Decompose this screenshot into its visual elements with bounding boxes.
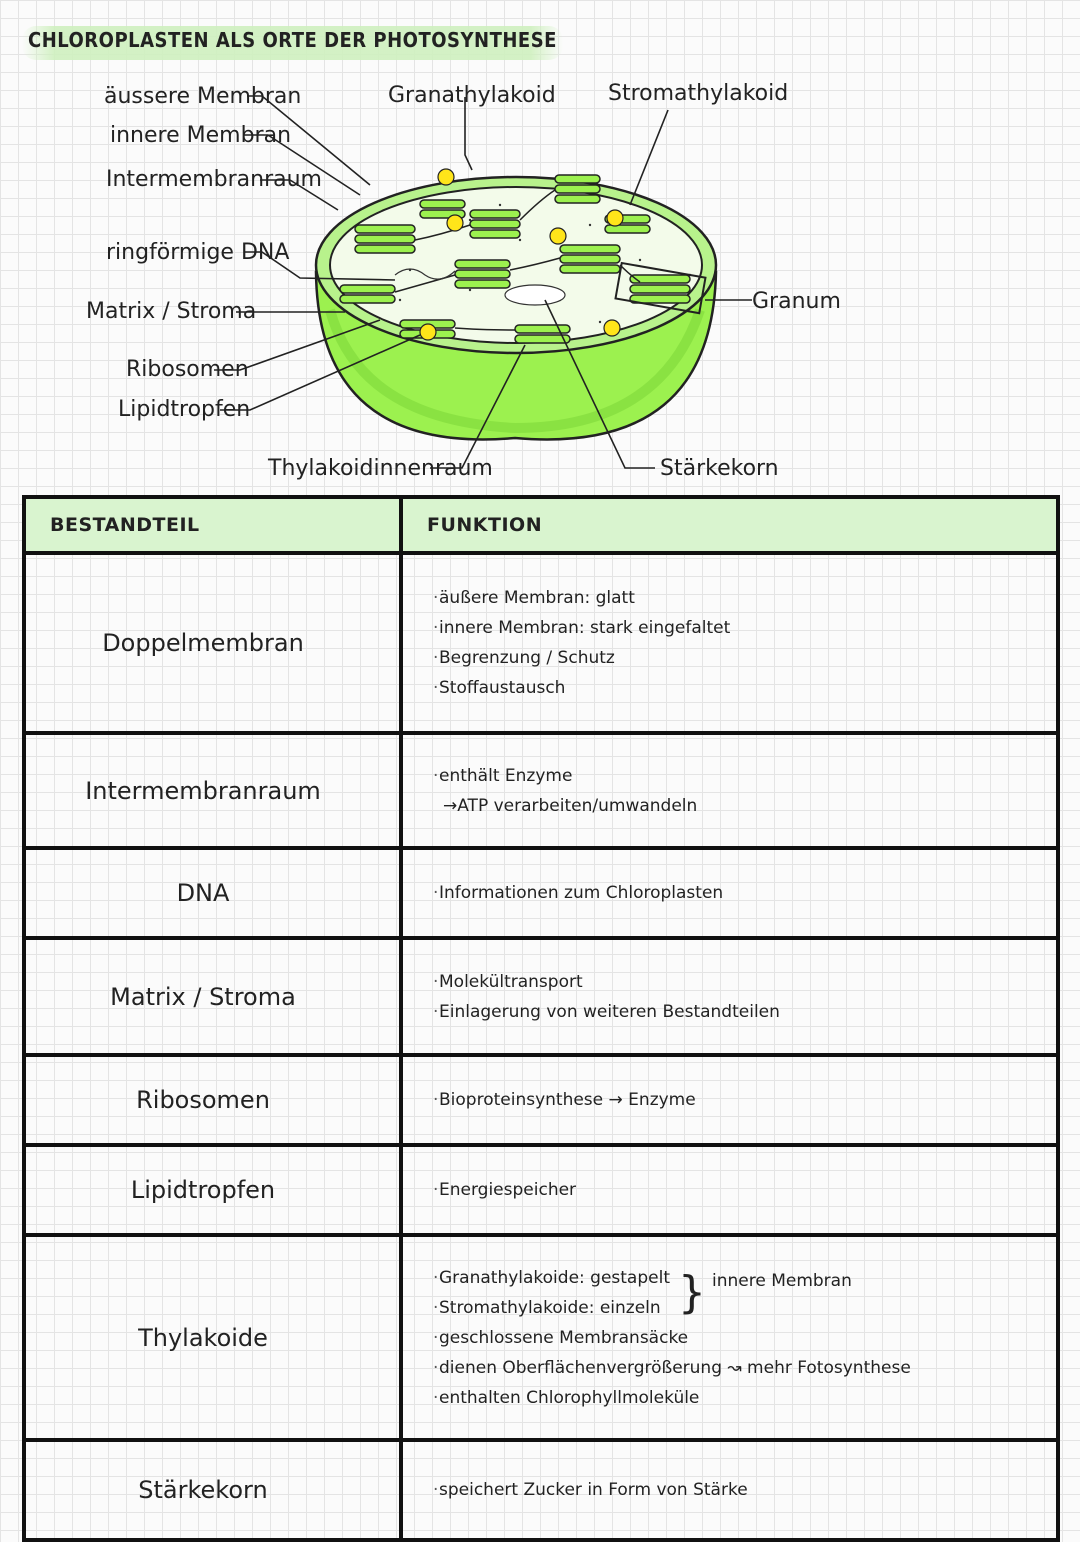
function-line: ·geschlossene Membransäcke: [433, 1327, 689, 1348]
function-line: ·äußere Membran: glatt: [433, 588, 635, 608]
row-component: Doppelmembran: [24, 553, 401, 733]
label-ring-dna: ringförmige DNA: [106, 240, 290, 265]
label-matrix: Matrix / Stroma: [86, 299, 257, 324]
function-line: ·dienen Oberflächenvergrößerung ↝ mehr Fotosynthese: [433, 1357, 911, 1378]
row-function: [401, 938, 1058, 1055]
table-header-row: [24, 497, 1058, 553]
header-bestandteil: BESTANDTEIL: [24, 497, 401, 553]
label-thylakoid-lumen: Thylakoidinnenraum: [268, 456, 493, 481]
function-line: ·Informationen zum Chloroplasten: [433, 883, 724, 903]
function-line: ·innere Membran: stark eingefaltet: [433, 618, 731, 638]
function-line: ·Stoffaustausch: [433, 678, 566, 698]
function-line: ·Molekültransport: [433, 971, 583, 992]
table-row: [24, 1440, 1058, 1540]
row-component: Matrix / Stroma: [24, 938, 401, 1055]
table-row: [24, 848, 1058, 938]
label-ribosomes: Ribosomen: [126, 357, 249, 382]
header-funktion: FUNKTION: [401, 497, 1058, 553]
function-line: ·Granathylakoide: gestapelt: [433, 1267, 670, 1288]
table-row: [24, 733, 1058, 848]
label-inner-membrane: innere Membran: [110, 123, 292, 148]
row-function: [401, 553, 1058, 733]
label-outer-membrane: äussere Membran: [104, 84, 302, 109]
function-line: ·speichert Zucker in Form von Stärke: [433, 1480, 748, 1500]
row-component: Ribosomen: [24, 1055, 401, 1145]
table-row: [24, 1235, 1058, 1440]
row-component: Lipidtropfen: [24, 1145, 401, 1235]
table-row: [24, 553, 1058, 733]
label-starch: Stärkekorn: [660, 456, 779, 481]
function-line: ·enthält Enzyme: [433, 765, 573, 786]
function-line: ·Einlagerung von weiteren Bestandteilen: [433, 1001, 780, 1022]
row-function: [401, 1145, 1058, 1235]
row-component: Thylakoide: [24, 1235, 401, 1440]
function-line: ·Energiespeicher: [433, 1180, 577, 1200]
row-function: [401, 1055, 1058, 1145]
function-line: →ATP verarbeiten/umwandeln: [443, 795, 698, 816]
label-granathylakoid: Granathylakoid: [388, 83, 556, 108]
brace-note: innere Membran: [712, 1270, 852, 1291]
row-function: [401, 1440, 1058, 1540]
function-line: ·Stromathylakoide: einzeln: [433, 1297, 661, 1318]
brace-group: [433, 1263, 1026, 1323]
row-function: [401, 1235, 1058, 1440]
row-component: Intermembranraum: [24, 733, 401, 848]
row-component: DNA: [24, 848, 401, 938]
label-intermembrane-space: Intermembranraum: [106, 167, 322, 192]
function-line: ·Begrenzung / Schutz: [433, 648, 615, 668]
table-row: [24, 1145, 1058, 1235]
page-title: CHLOROPLASTEN ALS ORTE DER PHOTOSYNTHESE: [22, 26, 563, 60]
starch-granule: [505, 285, 565, 305]
table-row: [24, 1055, 1058, 1145]
table-row: [24, 938, 1058, 1055]
row-function: [401, 848, 1058, 938]
label-granum: Granum: [752, 289, 841, 314]
label-lipid: Lipidtropfen: [118, 397, 251, 422]
row-component: Stärkekorn: [24, 1440, 401, 1540]
row-function: [401, 733, 1058, 848]
function-line: ·enthalten Chlorophyllmoleküle: [433, 1387, 700, 1408]
function-line: ·Bioproteinsynthese → Enzyme: [433, 1090, 696, 1110]
function-table: [22, 495, 1060, 1542]
chloroplast-diagram: [0, 60, 1080, 490]
curly-brace-icon: }: [678, 1266, 706, 1318]
label-stromathylakoid: Stromathylakoid: [608, 81, 789, 106]
